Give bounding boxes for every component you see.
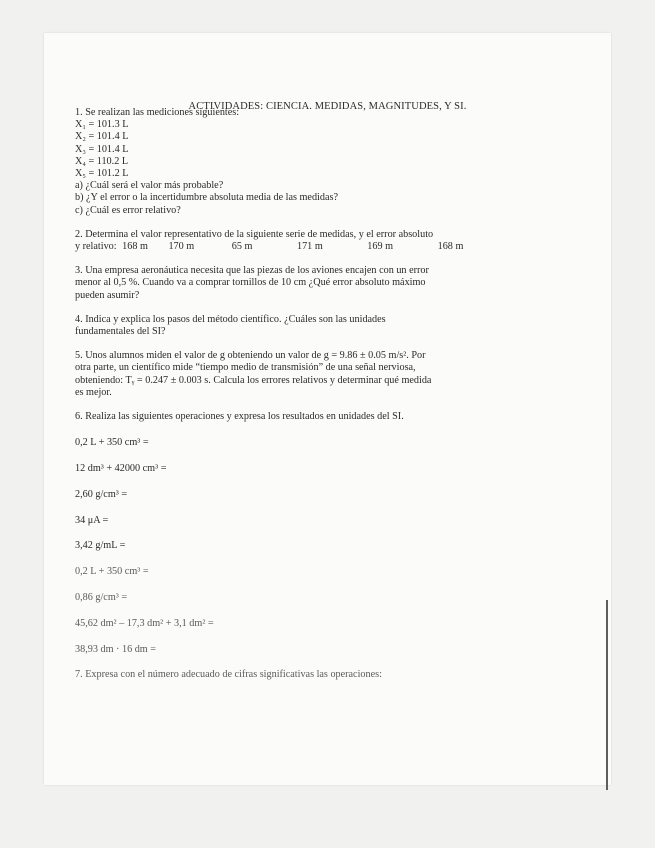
operation: 38,93 dm · 16 dm = [75, 643, 157, 655]
question-6-intro: 6. Realiza las siguientes operaciones y expresa los resultados en unidades del SI. [75, 411, 404, 423]
value-3: 65 m [231, 241, 253, 253]
exercise-list [75, 107, 505, 682]
value-1: 168 m [122, 241, 148, 253]
operation: 0,86 g/cm³ = [75, 592, 128, 604]
question-5 [75, 350, 505, 399]
operation: 3,42 g/mL = [75, 540, 126, 552]
question-3-line: pueden asumir? [75, 289, 140, 301]
question-2 [75, 229, 505, 253]
question-4 [75, 314, 505, 338]
question-7-text: 7. Expresa con el número adecuado de cifras significativas las operaciones: [75, 669, 382, 681]
question-5-line: 5. Unos alumnos miden el valor de g obteniendo un valor de g = 9.86 ± 0.05 m/s². Por [75, 350, 426, 362]
operation: 45,62 dm² – 17,3 dm² + 3,1 dm² = [75, 617, 214, 629]
question-1 [75, 107, 505, 217]
value-5: 169 m [367, 241, 394, 253]
operation: 2,60 g/cm³ = [75, 488, 128, 500]
question-7 [75, 669, 505, 681]
question-5-line: es mejor. [75, 386, 112, 398]
measurement-x1: X₁ = 101.3 L [75, 119, 129, 131]
operation: 0,2 L + 350 cm³ = [75, 566, 149, 578]
question-5-line: otra parte, un científico mide “tiempo medio de transmisión” de una señal nerviosa, [75, 362, 416, 374]
measurement-x5: X₅ = 101.2 L [75, 168, 129, 180]
operation: 34 μA = [75, 514, 109, 526]
operation: 12 dm³ + 42000 cm³ = [75, 463, 167, 475]
question-1-part-c: c) ¿Cuál es error relativo? [75, 204, 181, 216]
operation: 0,2 L + 350 cm³ = [75, 437, 149, 449]
question-3 [75, 265, 505, 302]
question-2-line-2 [75, 241, 505, 253]
question-3-line: 3. Una empresa aeronáutica necesita que las piezas de los aviones encajen con un error [75, 265, 429, 277]
measurement-x3: X₃ = 101.4 L [75, 143, 129, 155]
value-2: 170 m [168, 241, 195, 253]
page-edge-shadow [606, 600, 608, 790]
question-1-part-a: a) ¿Cuál será el valor más probable? [75, 180, 224, 192]
question-2-line-1: 2. Determina el valor representativo de la siguiente serie de medidas, y el error absoluto [75, 228, 434, 240]
measurement-x2: X₂ = 101.4 L [75, 131, 129, 143]
question-2-prefix: y relativo: [75, 241, 117, 253]
value-4: 171 m [296, 241, 323, 253]
question-3-line: menor al 0,5 %. Cuando va a comprar tornillos de 10 cm ¿Qué error absoluto máximo [75, 277, 426, 289]
question-4-line: 4. Indica y explica los pasos del método científico. ¿Cuáles son las unidades [75, 313, 386, 325]
question-1-part-b: b) ¿Y el error o la incertidumbre absoluta media de las medidas? [75, 192, 338, 204]
question-1-intro: 1. Se realizan las mediciones siguientes: [75, 107, 240, 118]
question-5-line: obteniendo: Tᵧ = 0.247 ± 0.003 s. Calcula los errores relativos y determinar qué medida [75, 374, 432, 386]
page-title: ACTIVIDADES: CIENCIA. MEDIDAS, MAGNITUDES, Y SI. [188, 101, 467, 112]
measurement-x4: X₄ = 110.2 L [75, 155, 129, 167]
question-4-line: fundamentales del SI? [75, 326, 166, 338]
question-6 [75, 411, 505, 656]
value-6: 168 m [437, 241, 464, 253]
